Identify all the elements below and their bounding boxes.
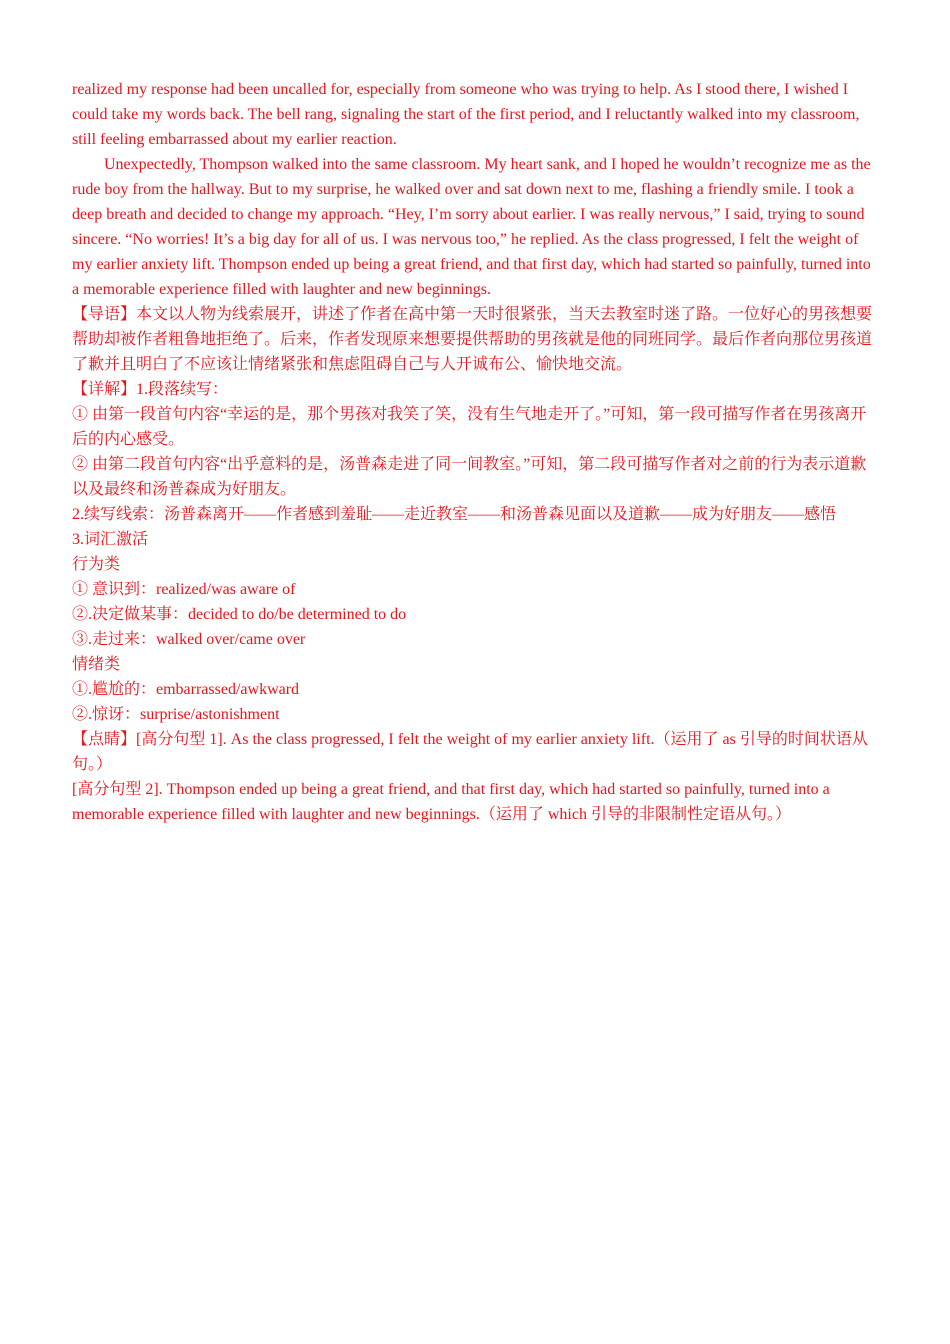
detail-item-1: ① 由第一段首句内容“幸运的是，那个男孩对我笑了笑，没有生气地走开了。”可知，第一段可描写作者在男孩离开后的内心感受。 bbox=[72, 406, 867, 448]
action-item-1: ① 意识到：realized/was aware of bbox=[72, 581, 296, 598]
writing-clue: 2.续写线索：汤普森离开——作者感到羞耻——走近教室——和汤普森见面以及道歉——成为好朋友——感悟 bbox=[72, 506, 837, 523]
highlight-sentence-1: 【点睛】[高分句型 1]. As the class progressed, I felt the weight of my earlier anxiety lift.（运用了 as 引导的时间状语从句。） bbox=[72, 731, 868, 773]
action-item-2: ②.决定做某事：decided to do/be determined to do bbox=[72, 606, 407, 623]
document-page bbox=[72, 77, 880, 827]
emotion-category-heading: 情绪类 bbox=[72, 656, 121, 673]
vocabulary-heading: 3.词汇激活 bbox=[72, 531, 149, 548]
highlight-sentence-2: [高分句型 2]. Thompson ended up being a great friend, and that first day, which had started so painfully, turned into a memorable experience filled with laughter and new beginnings.（运用了 which 引导的非限制性定语从句。） bbox=[72, 781, 830, 823]
emotion-item-2: ②.惊讶：surprise/astonishment bbox=[72, 706, 280, 723]
action-item-3: ③.走过来：walked over/came over bbox=[72, 631, 306, 648]
story-paragraph-2: Unexpectedly, Thompson walked into the same classroom. My heart sank, and I hoped he wouldn’t recognize me as the rude boy from the hallway. But to my surprise, he walked over and sat down next to me, flashing a friendly smile. I took a deep breath and decided to change my approach. “Hey, I’m sorry about earlier. I was really nervous,” I said, trying to sound sincere. “No worries! It’s a big day for all of us. I was nervous too,” he replied. As the class progressed, I felt the weight of my earlier anxiety lift. Thompson ended up being a great friend, and that first day, which had started so painfully, turned into a memorable experience filled with laughter and new beginnings. bbox=[72, 156, 871, 298]
detail-item-2: ② 由第二段首句内容“出乎意料的是，汤普森走进了同一间教室。”可知，第二段可描写作者对之前的行为表示道歉以及最终和汤普森成为好朋友。 bbox=[72, 456, 867, 498]
guide-paragraph: 【导语】本文以人物为线索展开，讲述了作者在高中第一天时很紧张，当天去教室时迷了路。一位好心的男孩想要帮助却被作者粗鲁地拒绝了。后来，作者发现原来想要提供帮助的男孩就是他的同班同学。最后作者向那位男孩道了歉并且明白了不应该让情绪紧张和焦虑阻碍自己与人开诚布公、愉快地交流。 bbox=[72, 306, 873, 373]
detail-heading: 【详解】1.段落续写： bbox=[72, 381, 229, 398]
action-category-heading: 行为类 bbox=[72, 556, 121, 573]
story-paragraph-1: realized my response had been uncalled for, especially from someone who was trying to help. As I stood there, I wished I could take my words back. The bell rang, signaling the start of the first period, and I reluctantly walked into my classroom, still feeling embarrassed about my earlier reaction. bbox=[72, 81, 860, 148]
emotion-item-1: ①.尴尬的：embarrassed/awkward bbox=[72, 681, 300, 698]
